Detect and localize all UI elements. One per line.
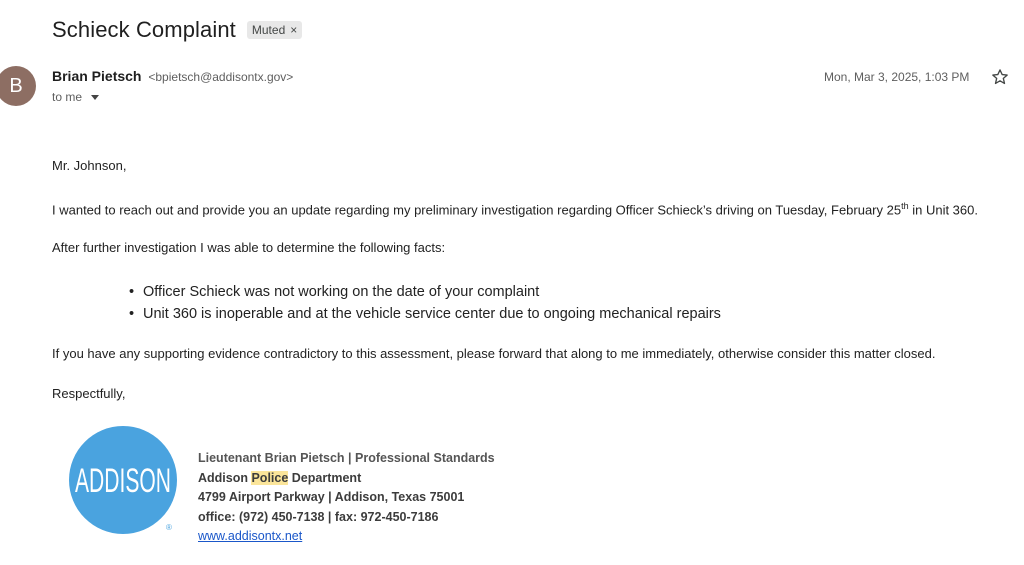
- email-subject: Schieck Complaint: [52, 17, 236, 42]
- greeting: Mr. Johnson,: [52, 158, 127, 173]
- sender-email: <bpietsch@addisontx.gov>: [148, 70, 294, 84]
- list-item: • Unit 360 is inoperable and at the vehicle service center due to ongoing mechanical repairs: [129, 303, 721, 325]
- dept-prefix: Addison: [198, 470, 252, 485]
- website-link[interactable]: www.addisontx.net: [198, 529, 303, 543]
- addison-logo: [69, 426, 179, 536]
- signature-title: Lieutenant Brian Pietsch | Professional Standards: [198, 451, 495, 465]
- signature-phone: office: (972) 450-7138 | fax: 972-450-7186: [198, 509, 439, 524]
- subject-row: [52, 17, 302, 43]
- facts-list: [129, 281, 721, 325]
- remove-label-icon[interactable]: ×: [290, 23, 298, 37]
- paragraph-update-text: I wanted to reach out and provide you an update regarding my preliminary investigation regarding Officer Schieck’s driving on Tuesday, February 25: [52, 202, 902, 218]
- sender-row: [52, 68, 293, 84]
- signature-block: [198, 449, 495, 547]
- closing: Respectfully,: [52, 386, 126, 401]
- muted-label-text: Muted: [251, 23, 286, 37]
- date-ordinal: th: [901, 201, 909, 211]
- registered-mark: ®: [166, 523, 172, 532]
- muted-label-chip[interactable]: [247, 21, 302, 39]
- list-item: • Officer Schieck was not working on the date of your complaint: [129, 281, 721, 303]
- paragraph-closing-request: If you have any supporting evidence contradictory to this assessment, please forward that along to me immediately, otherwise consider this matter closed.: [52, 346, 936, 361]
- sender-name[interactable]: Brian Pietsch: [52, 68, 142, 84]
- chevron-down-icon[interactable]: [91, 95, 99, 100]
- recipient-label: to me: [52, 90, 83, 104]
- dept-suffix: Department: [288, 470, 362, 485]
- signature-department: [198, 469, 495, 489]
- signature-address: 4799 Airport Parkway | Addison, Texas 75001: [198, 490, 465, 504]
- recipient-row[interactable]: [52, 90, 99, 104]
- sender-avatar[interactable]: B: [0, 66, 36, 106]
- star-icon[interactable]: [990, 67, 1010, 87]
- logo-text: ADDISON: [75, 462, 171, 500]
- email-date: Mon, Mar 3, 2025, 1:03 PM: [824, 70, 970, 84]
- paragraph-facts-intro: After further investigation I was able to determine the following facts:: [52, 240, 446, 255]
- paragraph-update-tail: in Unit 360.: [908, 202, 978, 218]
- dept-highlight: Police: [251, 470, 289, 485]
- paragraph-update: [52, 201, 978, 217]
